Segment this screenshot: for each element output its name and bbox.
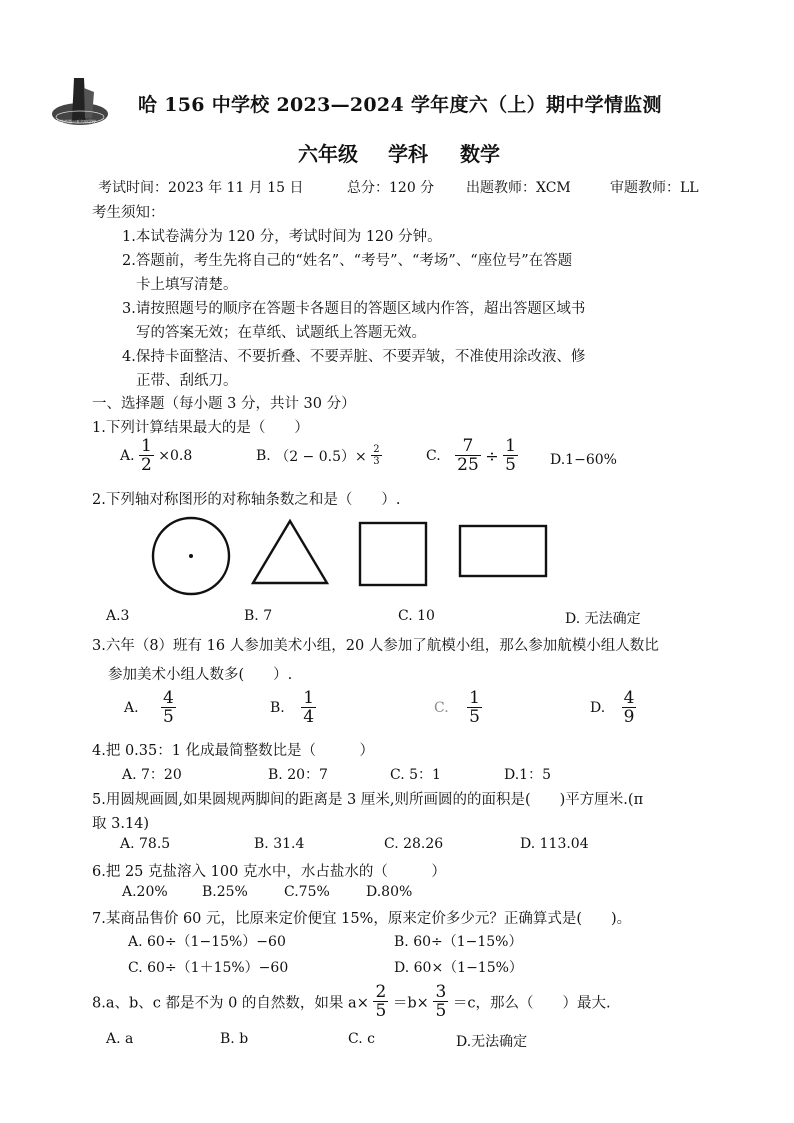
notice-heading: 考生须知： bbox=[92, 205, 165, 221]
q1-option-c[interactable] bbox=[426, 438, 518, 474]
q7-option-d[interactable]: D. 60×（1−15%） bbox=[394, 960, 523, 976]
q7-option-a[interactable]: A. 60÷（1−15%）−60 bbox=[128, 934, 286, 950]
notice-item: 卡上填写清楚。 bbox=[136, 277, 238, 293]
section-heading: 一、选择题（每小题 3 分，共计 30 分） bbox=[92, 396, 356, 412]
q1-option-d[interactable]: D.1−60% bbox=[550, 452, 617, 468]
q4-option-b[interactable]: B. 20：7 bbox=[268, 767, 328, 783]
triangle-figure bbox=[250, 518, 330, 586]
question-6-stem: 6.把 25 克盐溶入 100 克水中，水占盐水的（ ） bbox=[92, 864, 446, 880]
subtitle-grade: 六年级 bbox=[298, 142, 358, 166]
circle-figure bbox=[150, 515, 232, 597]
q1-option-b[interactable] bbox=[256, 445, 382, 467]
q3-option-c[interactable] bbox=[434, 690, 482, 726]
q4-option-d[interactable]: D.1：5 bbox=[504, 767, 551, 783]
question-7-stem: 7.某商品售价 60 元，比原来定价便宜 15%，原来定价多少元？正确算式是( )。 bbox=[92, 911, 632, 927]
question-3-stem: 3.六年（8）班有 16 人参加美术小组，20 人参加了航模小组，那么参加航模小组人数比 bbox=[92, 638, 659, 654]
question-5-stem-cont: 取 3.14) bbox=[92, 816, 150, 832]
option-label: C. bbox=[434, 700, 449, 716]
question-3-stem-cont: 参加美术小组人数多( ）. bbox=[108, 667, 293, 683]
q5-option-d[interactable]: D. 113.04 bbox=[520, 836, 589, 852]
fraction: $\frac{2}{3}$ bbox=[373, 444, 380, 467]
question-1-stem: 1.下列计算结果最大的是（ ） bbox=[92, 420, 309, 436]
q7-option-c[interactable]: C. 60÷（1＋15%）−60 bbox=[128, 960, 289, 976]
subtitle-math: 数学 bbox=[460, 142, 500, 166]
q3-option-d[interactable] bbox=[590, 690, 636, 726]
fraction: $\frac{7}{25}$ bbox=[457, 436, 479, 475]
operator: ÷ bbox=[485, 446, 499, 466]
q6-option-a[interactable]: A.20% bbox=[122, 884, 168, 900]
question-5-stem: 5.用圆规画圆,如果圆规两脚间的距离是 3 厘米,则所画圆的的面积是( )平方厘米.(π bbox=[92, 792, 644, 808]
q5-option-b[interactable]: B. 31.4 bbox=[254, 836, 305, 852]
notice-item: 4.保持卡面整洁、不要折叠、不要弄脏、不要弄皱，不准使用涂改液、修 bbox=[122, 349, 586, 365]
q7-option-b[interactable]: B. 60÷（1−15%） bbox=[394, 934, 523, 950]
notice-item: 1.本试卷满分为 120 分，考试时间为 120 分钟。 bbox=[122, 229, 442, 245]
option-label: A. bbox=[124, 700, 139, 716]
q3-option-b[interactable] bbox=[270, 690, 316, 726]
stem-text: ＝b× bbox=[392, 995, 429, 1012]
fraction: $\frac{1}{5}$ bbox=[469, 688, 480, 727]
q8-option-a[interactable]: A. a bbox=[106, 1031, 134, 1047]
subtitle-subject: 学科 bbox=[388, 142, 428, 166]
fraction: $\frac{3}{5}$ bbox=[435, 982, 447, 1021]
q4-option-c[interactable]: C. 5：1 bbox=[390, 767, 441, 783]
option-label: B. bbox=[270, 700, 285, 716]
option-text: ×0.8 bbox=[158, 448, 193, 464]
fraction: $\frac{4}{9}$ bbox=[623, 688, 635, 727]
notice-item: 写的答案无效；在草纸、试题纸上答题无效。 bbox=[136, 325, 426, 341]
q1-option-a[interactable] bbox=[120, 438, 192, 474]
page-title: 哈 156 中学校 2023—2024 学年度六（上）期中学情监测 bbox=[138, 94, 662, 116]
logo-text: 哈尔滨市第一五六中学校 bbox=[52, 119, 96, 124]
q2-option-b[interactable]: B. 7 bbox=[244, 608, 273, 624]
stem-text: ＝c，那么（ ）最大. bbox=[452, 995, 611, 1012]
option-label: B. bbox=[256, 448, 271, 464]
fraction: $\frac{1}{5}$ bbox=[505, 436, 516, 475]
fraction: $\frac{1}{2}$ bbox=[141, 436, 152, 475]
q4-option-a[interactable]: A. 7：20 bbox=[122, 767, 182, 783]
q6-option-d[interactable]: D.80% bbox=[366, 884, 413, 900]
q2-option-c[interactable]: C. 10 bbox=[398, 608, 435, 624]
q5-option-a[interactable]: A. 78.5 bbox=[120, 836, 171, 852]
question-2-stem: 2.下列轴对称图形的对称轴条数之和是（ ）. bbox=[92, 492, 401, 508]
question-4-stem: 4.把 0.35：1 化成最简整数比是（ ） bbox=[92, 743, 375, 759]
q6-option-c[interactable]: C.75% bbox=[284, 884, 330, 900]
fraction: $\frac{1}{4}$ bbox=[303, 688, 315, 727]
exam-time: 考试时间：2023 年 11 月 15 日 bbox=[98, 180, 304, 196]
stem-text: 8.a、b、c 都是不为 0 的自然数，如果 a× bbox=[92, 995, 369, 1012]
q5-option-c[interactable]: C. 28.26 bbox=[384, 836, 444, 852]
q2-option-a[interactable]: A.3 bbox=[106, 608, 130, 624]
question-8-stem bbox=[92, 984, 611, 1020]
option-label: C. bbox=[426, 448, 441, 464]
q6-option-b[interactable]: B.25% bbox=[202, 884, 248, 900]
notice-item: 3.请按照题号的顺序在答题卡各题目的答题区域内作答，超出答题区域书 bbox=[122, 301, 586, 317]
fraction: $\frac{4}{5}$ bbox=[163, 688, 174, 727]
q2-option-d[interactable]: D. 无法确定 bbox=[565, 611, 641, 627]
q8-option-b[interactable]: B. b bbox=[220, 1031, 249, 1047]
exam-setter: 出题教师：XCM bbox=[466, 180, 571, 196]
notice-item: 正带、刮纸刀。 bbox=[136, 373, 238, 389]
option-text: （2 − 0.5）× bbox=[275, 449, 367, 465]
option-label: A. bbox=[120, 448, 135, 464]
exam-total-score: 总分：120 分 bbox=[347, 180, 435, 196]
rectangle-figure bbox=[458, 524, 550, 580]
exam-reviewer: 审题教师：LL bbox=[610, 180, 699, 196]
fraction: $\frac{2}{5}$ bbox=[375, 982, 387, 1021]
option-label: D. bbox=[590, 700, 606, 716]
q8-option-c[interactable]: C. c bbox=[348, 1031, 375, 1047]
square-figure bbox=[358, 521, 430, 589]
q3-option-a[interactable] bbox=[124, 690, 176, 726]
school-logo bbox=[50, 74, 112, 132]
notice-item: 2.答题前，考生先将自己的“姓名”、“考号”、“考场”、“座位号”在答题 bbox=[122, 253, 573, 269]
q8-option-d[interactable]: D.无法确定 bbox=[456, 1034, 528, 1050]
